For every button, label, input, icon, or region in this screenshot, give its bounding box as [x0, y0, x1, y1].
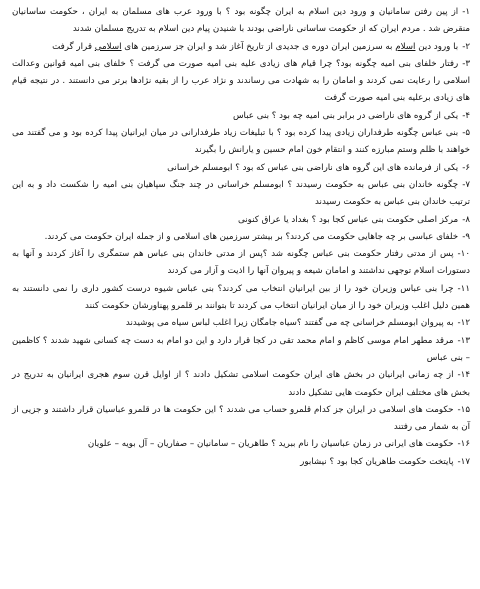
question-9	[12, 229, 470, 246]
question-10	[12, 246, 470, 281]
question-text: یکی از فرمانده های این گروه های ناراضی بنی عباس که بود ؟ ابومسلم خراسانی	[167, 162, 459, 173]
question-number: ۱۶-	[457, 439, 470, 450]
question-text: به سرزمین ایران دوره ی جدیدی از تاریخ آغاز شد و ایران جز سرزمین های	[121, 41, 396, 52]
question-2	[12, 39, 470, 56]
question-text: پایتخت حکومت طاهریان کجا بود ؟ نیشابور	[300, 456, 454, 467]
question-5	[12, 125, 470, 160]
question-number: ۱۱-	[457, 283, 470, 294]
question-text: حکومت های اسلامی در ایران جز کدام قلمرو حساب می شدند ؟ این حکومت ها در قلمرو عباسیان قرار داشتند و جزیی از آن به شمار می رفتند	[12, 404, 470, 433]
question-number: ۱۴-	[457, 370, 470, 381]
question-number: ۹-	[462, 231, 470, 242]
underlined-word: اسلامی	[94, 41, 122, 52]
question-number: ۸-	[462, 214, 470, 225]
question-3	[12, 56, 470, 108]
underlined-word: اسلام	[395, 41, 416, 52]
question-11	[12, 281, 470, 316]
question-text: چگونه خاندان بنی عباس به حکومت رسیدند ؟ ابومسلم خراسانی در چند جنگ سپاهیان بنی امیه را شکست داد و به این ترتیب خاندان بنی عباس به حکومت رسیدند	[12, 179, 470, 208]
question-number: ۱۰-	[457, 249, 470, 260]
question-number: ۶-	[462, 162, 470, 173]
question-text: پس از مدتی رفتار حکومت بنی عباس چگونه شد ؟پس از مدتی خاندان بنی عباس هم ستمگری را آغاز کردند و آنها به دستورات اسلام توجهی نداشتند و امامان شیعه و پیروان آنها را اذیت و آزار می کردند	[12, 249, 470, 277]
question-text: با ورود دین	[415, 41, 459, 52]
question-text: رفتار خلفای بنی امیه چگونه بود؟ چرا قیام های زیادی علیه بنی امیه صورت می گرفت ؟ خلفای بنی امیه قوانین وعدالت اسلامی را رعایت نمی کردند و امامان را به شهادت می رساندند و نژاد عرب را از بقیه نژادها برتر می دانستند . در نتیجه قیام های زیادی برعلیه بنی امیه صورت گرفت	[12, 58, 470, 104]
question-15	[12, 402, 470, 437]
question-16	[12, 436, 470, 453]
question-text: چرا بنی عباس وزیران خود را از بین ایرانیان انتخاب می کردند؟ بنی عباس شیوه درست کشور داری را نمی دانستند به همین دلیل اغلب وزیران خود را از میان ایرانیان انتخاب می کردند تا بتوانند بر قلمرو پهناورشان حکومت کنند	[12, 283, 470, 312]
question-text: از پین رفتن سامانیان و ورود دین اسلام به ایران چگونه بود ؟ با ورود عرب های مسلمان به ایران ، حکومت ساسانیان منقرض شد . مردم ایران که از حکومت ساسانی ناراضی بودند با شنیدن پیام دین اسلام به تدریج مسلمان شدند	[12, 7, 470, 35]
question-12	[12, 315, 470, 332]
question-text: بنی عباس چگونه طرفداران زیادی پیدا کرده بود ؟ با تبلیغات زیاد طرفدارانی در میان ایرانیان پیدا کرده بود و می گفتند می خواهند با ظلم وستم مبارزه کنند و انتقام خون امام حسین و یارانش را بگیرند	[12, 128, 470, 156]
question-6	[12, 160, 470, 177]
question-number: ۱۵-	[457, 404, 470, 415]
question-number: ۳-	[462, 58, 470, 69]
question-4	[12, 108, 470, 125]
question-text: قرار گرفت	[52, 41, 95, 52]
question-number: ۴-	[462, 110, 470, 121]
question-number: ۱۲-	[457, 318, 470, 329]
question-17	[12, 454, 470, 471]
question-text: یکی از گروه های ناراضی در برابر بنی امیه چه بود ؟ بنی عباس	[232, 110, 459, 121]
question-text: خلفای عباسی بر چه جاهایی حکومت می کردند؟ بر بیشتر سرزمین های اسلامی و از جمله ایران حکومت می کردند.	[44, 231, 459, 242]
question-number: ۷-	[462, 179, 470, 190]
question-text: مرقد مطهر امام موسی کاظم و امام محمد تقی در کجا قرار دارد و این دو امام به دست چه کسانی شهید شدند ؟ کاظمین – بنی عباس	[12, 335, 470, 363]
question-1	[12, 4, 470, 39]
question-13	[12, 333, 470, 368]
question-14	[12, 367, 470, 402]
question-text: حکومت های ایرانی در زمان عباسیان را نام ببرید ؟ طاهریان – سامانیان – صفاریان – آل بویه – علویان	[87, 439, 454, 450]
question-number: ۱۷-	[457, 456, 470, 467]
question-text: از چه زمانی ایرانیان در بخش های ایران حکومت اسلامی تشکیل دادند ؟ از اوایل قرن سوم هجری ایرانیان به تدریج در بخش های مختلف ایران حکومت هایی تشکیل دادند	[12, 370, 470, 398]
question-text: مرکز اصلی حکومت بنی عباس کجا بود ؟ بغداد یا عراق کنونی	[238, 214, 459, 225]
question-8	[12, 212, 470, 229]
question-7	[12, 177, 470, 212]
question-number: ۵-	[462, 128, 470, 139]
question-number: ۱۳-	[457, 335, 470, 346]
question-number: ۱-	[462, 7, 470, 17]
question-number: ۲-	[462, 41, 470, 52]
question-text: به پیروان ابومسلم خراسانی چه می گفتند ؟سیاه جامگان زیرا اغلب لباس سیاه می پوشیدند	[125, 318, 454, 329]
